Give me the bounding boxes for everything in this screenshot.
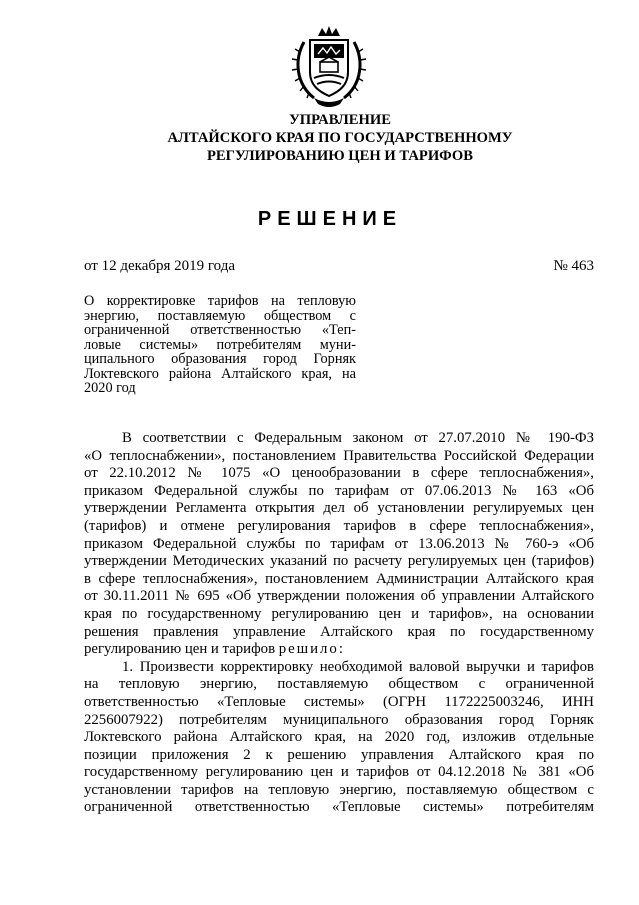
body-line: Локтевского района Алтайского края, на 2020 год, изложив отдельные — [84, 729, 594, 746]
body-line: решения правления управление Алтайского края по государственному — [84, 623, 594, 640]
body-line: утверждении Регламента открытия дел об установлении регулируемых цен — [84, 500, 594, 517]
organization-name-line-2: АЛТАЙСКОГО КРАЯ ПО ГОСУДАРСТВЕННОМУ — [167, 130, 513, 146]
body-line: ограниченной ответственностью «Тепловые системы» потребителям — [84, 799, 594, 816]
subject-line: Локтевского района Алтайского края, на — [84, 365, 356, 382]
body-line: ответственностью «Тепловые системы» (ОГРН 1172225003246, ИНН — [84, 693, 594, 710]
body-line-decided — [84, 641, 594, 659]
organization-name-line-1: УПРАВЛЕНИЕ — [289, 112, 391, 128]
body-line: утверждении Методических указаний по расчету регулируемых цен (тарифов) — [84, 553, 594, 570]
organization-name-line-3: РЕГУЛИРОВАНИЮ ЦЕН И ТАРИФОВ — [207, 148, 473, 164]
document-body — [84, 430, 594, 817]
document-date: от 12 декабря 2019 года — [84, 258, 236, 274]
document-type-title: РЕШЕНИЕ — [257, 208, 403, 230]
body-line: приказом Федеральной службы по тарифам от 13.06.2013 № 760-э «Об — [84, 535, 594, 552]
subject-line: ловые системы» потребителям муни- — [84, 336, 356, 353]
coat-of-arms-icon — [290, 22, 368, 108]
body-line: регулированию цен и тарифов — [84, 641, 276, 658]
body-line: государственному регулированию цен и тарифов от 04.12.2018 № 381 «Об — [84, 764, 594, 781]
body-line: позиции приложения 2 к решению управления Алтайского края по — [84, 746, 594, 763]
body-line: от 22.10.2012 № 1075 «О ценообразовании в сфере теплоснабжения», — [84, 465, 594, 482]
body-line: 1. Произвести корректировку необходимой валовой выручки и тарифов — [122, 658, 594, 675]
body-line: (тарифов) и отмене регулирования тарифов в сфере теплоснабжения», — [84, 517, 594, 534]
body-line: на тепловую энергию, поставляемую обществом с ограниченной — [84, 676, 594, 693]
body-line: «О теплоснабжении», постановлением Правительства Российской Федерации — [84, 447, 594, 464]
subject-line: О корректировке тарифов на тепловую — [84, 293, 356, 309]
decided-word: решило: — [278, 641, 345, 658]
subject-line: 2020 год — [84, 380, 136, 396]
document-subject — [84, 294, 356, 396]
body-line: 2256007922) потребителям муниципального образования город Горняк — [84, 711, 594, 728]
document-number: № 463 — [553, 258, 594, 274]
body-line: в сфере теплоснабжения», постановлением Администрации Алтайского края — [84, 570, 594, 587]
body-line: установлении тарифов на тепловую энергию, поставляемую обществом с — [84, 781, 594, 798]
body-line: края по государственному регулированию цен и тарифов», на основании — [84, 605, 594, 622]
subject-line: ципального образования город Горняк — [84, 351, 356, 367]
body-line: от 30.11.2011 № 695 «Об утверждении положения об управлении Алтайского — [84, 588, 594, 605]
subject-line: ограниченной ответственностью «Теп- — [84, 322, 356, 338]
body-line: В соответствии с Федеральным законом от 27.07.2010 № 190-ФЗ — [122, 430, 594, 446]
body-line: приказом Федеральной службы по тарифам от 07.06.2013 № 163 «Об — [84, 482, 594, 499]
subject-line: энергию, поставляемую обществом с — [84, 307, 356, 324]
